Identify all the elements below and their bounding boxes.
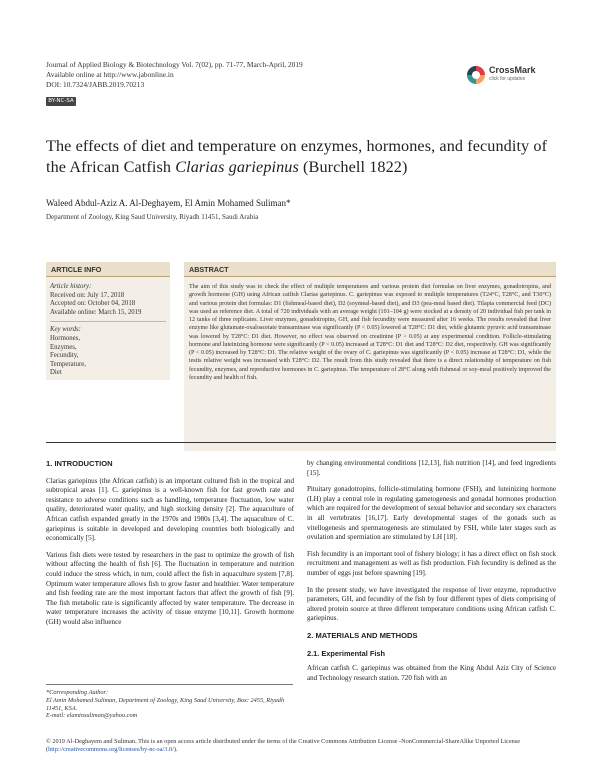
affiliation: Department of Zoology, King Saud University, Riyadh 11451, Saudi Arabia	[46, 213, 259, 221]
received-date: Received on: July 17, 2018	[50, 291, 125, 299]
title-main: The effects of diet and temperature on enzymes, hormones, and fecundity of the African Catfish	[46, 137, 548, 176]
keywords	[50, 321, 166, 378]
copyright-text: © 2019 Al-Deghayem and Suliman. This is an open access article distributed under the terms of the Creative Commons Attribution License -NonCommercial-ShareAlike Unported License (	[46, 738, 521, 753]
section-divider	[46, 442, 556, 443]
title-suffix: (Burchell 1822)	[298, 158, 408, 176]
left-column	[46, 459, 294, 635]
authors: Waleed Abdul-Aziz A. Al-Deghayem, El Amin Mohamed Suliman*	[46, 198, 291, 208]
crossmark-label: CrossMark	[489, 65, 536, 75]
intro-paragraph-6: In the present study, we have investigated the response of liver enzyme, reproductive parameters, GH, and fecundity of the fish by four different types of diets comprising of altered protein source at three different temperature conditions using African catfish C. gariepinus.	[307, 585, 556, 623]
keyword: Diet	[50, 369, 62, 377]
abstract-text: The aim of this study was to check the effect of multiple temperatures and various protein diet formulas on liver enzymes, gonadotropins, and growth hormone (GH) using African catfish Clarias gariepinus. C. gariepinus was exposed to multiple temperatures (T24°C, T28°C, and T30°C) and various protein diet formulas: D1 (fishmeal-based diet), D2 (soymeal-based diet), and D3 (pea-meal based diet). Tilapia commercial feed (DC) was used as reference diet. A total of 720 individuals with an average weight (101–104 g) were stocked at a density of 20 individual fish per tank in 12 tanks of three replicates. Liver enzymes, gonadotropins, GH, and fish fecundity were measured after 16 weeks. The results revealed that liver enzyme like glutamate-oxaloacetate transaminase was significantly (P < 0.05) lowered at T28°C: D1 diet, while glutamic pyruvic acid transaminase was lowered by T28°C: D1 diet. However, no effect was observed on creatinine (P > 0.05) at any experimental condition. Follicle-stimulating hormone and luteinizing hormone were significantly (P < 0.05) increased at T28°C: D1 diet and T28°C: D2 diet, respectively. GH was significantly (P < 0.05) increased by T28°C: D1. The relative weight of the ovary of C. gariepinus was significantly (P < 0.05) increase at T28°C: D1, while the testis relative weight was increased with T28°C: D2. The result from this study revealed that there is a direct relationship of temperature on fish fecundity, enzymes, and reproductive hormones in C. gariepinus. The temperature of 28°C along with fishmeal or soy-meal positively improved the fecundity and health of fish.	[189, 284, 551, 381]
footnote-email[interactable]: E-mail: elaminsuliman@yahoo.com	[46, 712, 138, 720]
keyword: Enzymes,	[50, 343, 77, 351]
available-online: Available online at http://www.jabonline.in	[46, 70, 174, 79]
crossmark-icon	[467, 66, 485, 84]
article-info-heading: ARTICLE INFO	[46, 262, 170, 277]
cc-license-badge[interactable]: BY-NC-SA	[46, 97, 76, 106]
experimental-fish-heading: 2.1. Experimental Fish	[307, 648, 386, 658]
abstract-heading: ABSTRACT	[184, 262, 556, 277]
introduction-heading: 1. INTRODUCTION	[46, 459, 113, 468]
journal-line: Journal of Applied Biology & Biotechnology Vol. 7(02), pp. 71-77, March-April, 2019	[46, 60, 303, 69]
footnote-name: El Amin Mohamed Suliman, Department of Zoology, King Saud University, Box: 2455, Riyadh 11451, KSA.	[46, 696, 285, 712]
title-species: Clarias gariepinus	[175, 158, 299, 176]
intro-paragraph-4: Pituitary gonadotropins, follicle-stimulating hormone (FSH), and luteinizing hormone (LH) play a central role in regulating gametogenesis and gonadal hormones production which are required for the development of sexual behavior and secondary sex characters in all vertebrates [16,17]. Early developmental stages of the gonads such as vitellogenesis and spermatogenesis are stimulated by FSH, while later stages such as ovulation and spermiation are stimulated by LH [18].	[307, 485, 556, 542]
keywords-label: Key words:	[50, 326, 81, 334]
intro-paragraph-3: by changing environmental conditions [12,13], fish nutrition [14], and feed ingredients [15].	[307, 459, 556, 477]
corresponding-author-footnote	[46, 684, 293, 720]
crossmark-button[interactable]	[467, 64, 557, 86]
right-column	[307, 459, 556, 690]
intro-paragraph-2: Various fish diets were tested by researchers in the past to optimize the growth of fish without affecting the health of fish [6]. The fluctuation in temperature and nutrition could induce the stress which, in turn, could affect the fish in aquaculture system [7,8]. Optimum water temperature allows fish to grow faster and healthier. Water temperature and fish feeding rate are the most important factors that affect the growth of fish [9]. The fish metabolic rate is significantly affected by water temperature. The decrease in water temperature increases the activity of tissue enzyme [10,11]. Growth hormone (GH) would also influence	[46, 550, 294, 626]
methods-paragraph-1: African catfish C. gariepinus was obtained from the King Abdul Aziz City of Science and Technology research station. 720 fish with an	[307, 664, 556, 682]
methods-heading: 2. MATERIALS AND METHODS	[307, 630, 418, 640]
keyword: Hormones,	[50, 334, 81, 342]
intro-paragraph-1: Clarias gariepinus (the African catfish) is an important cultured fish in the tropical and subtropical areas [1]. C. gariepinus is a well-known fish for fast growth rate and resistance to adverse conditions such as handling, temperature fluctuation, low water quality, deteriorated water quality, and high stocking density [2]. The aquaculture of African catfish expanded greatly in the 1970s and 1980s [3,4]. The aquaculture of C. gariepinus is suitable in developed and developing countries both biologically and economically [5].	[46, 476, 294, 543]
keyword: Temperature,	[50, 360, 86, 368]
journal-header	[46, 60, 303, 90]
history-label: Article history:	[50, 283, 92, 290]
article-title	[46, 136, 554, 178]
copyright-close: ).	[173, 746, 178, 753]
accepted-date: Accepted on: October 04, 2018	[50, 300, 136, 308]
keyword: Fecundity,	[50, 352, 79, 360]
intro-paragraph-5: Fish fecundity is an important tool of fishery biology; it has a direct effect on fish stock recruitment and management as well as fish production. Fish fecundity is defined as the number of eggs just before spawning [19].	[307, 549, 556, 577]
online-date: Available online: March 15, 2019	[50, 308, 142, 316]
license-link[interactable]: http://creativecommons.org/licenses/by-nc-sa/3.0/	[48, 746, 174, 753]
article-info-box	[46, 262, 170, 380]
abstract-box	[184, 262, 556, 451]
copyright-notice	[46, 738, 556, 754]
article-history	[46, 277, 170, 317]
doi: DOI: 10.7324/JABB.2019.70213	[46, 80, 145, 89]
crossmark-sub: click for updates	[489, 76, 526, 82]
footnote-label: *Corresponding Author:	[46, 689, 109, 696]
